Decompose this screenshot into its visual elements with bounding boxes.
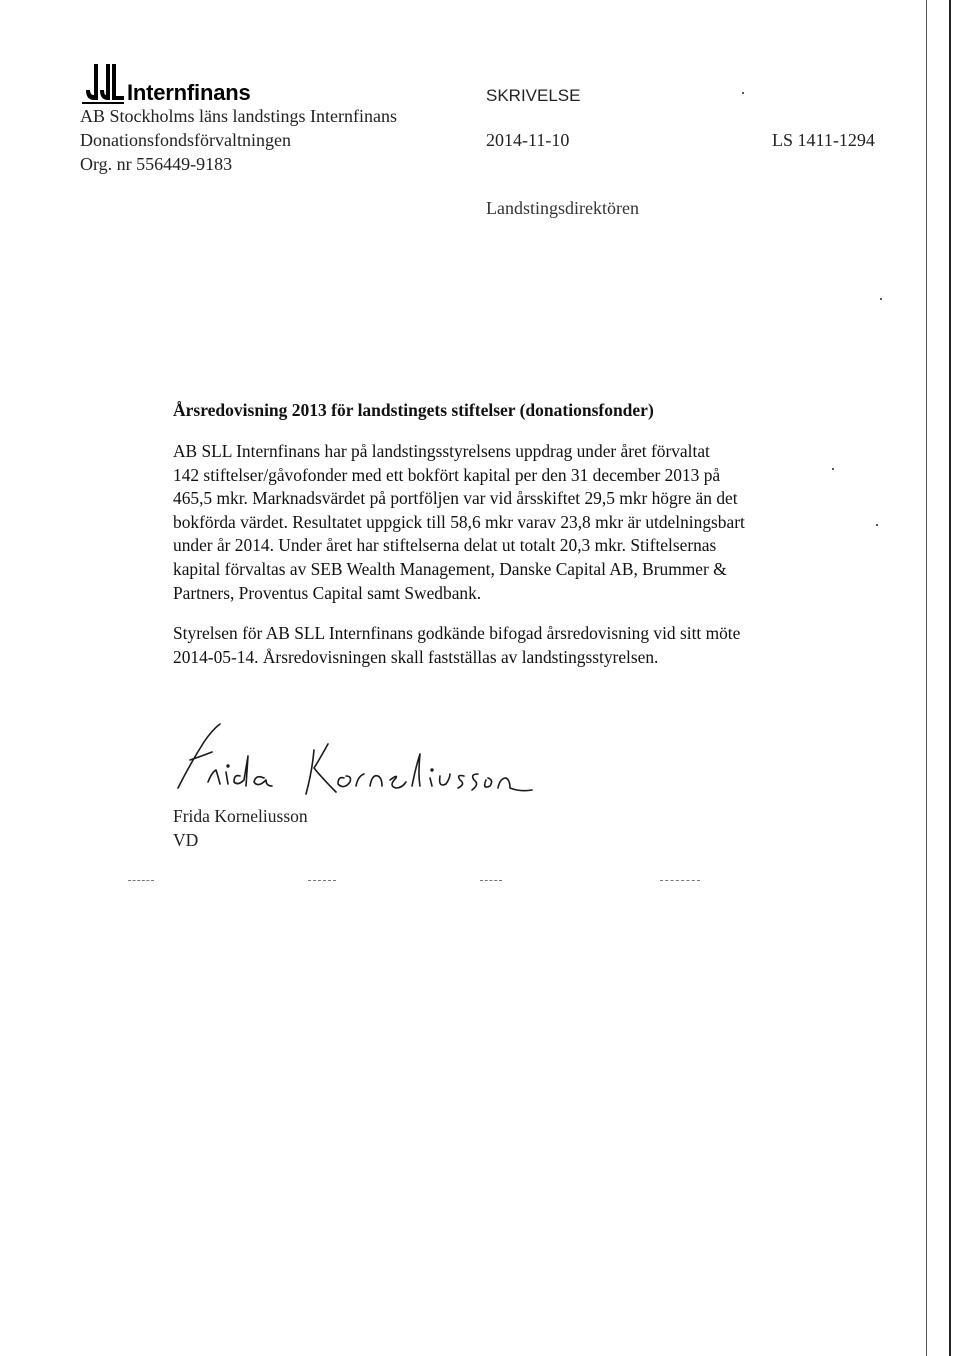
internfinans-logo (82, 62, 124, 104)
paragraph-line: Partners, Proventus Capital samt Swedbank. (173, 582, 482, 603)
paragraph-line: 465,5 mkr. Marknadsvärdet på portföljen var vid årsskiftet 29,5 mkr högre än det (173, 488, 738, 509)
brand-name: Internfinans (127, 80, 251, 105)
scan-edge-line (926, 0, 927, 1356)
document-reference: LS 1411-1294 (772, 130, 875, 150)
org-number: Org. nr 556449-9183 (80, 154, 233, 174)
body-paragraph (173, 440, 813, 605)
paragraph-line: Styrelsen för AB SLL Internfinans godkände bifogad årsredovisning vid sitt möte (173, 623, 741, 643)
paragraph-line: 2014-05-14. Årsredovisningen skall fastställas av landstingsstyrelsen. (173, 646, 659, 667)
org-department: Donationsfondsförvaltningen (80, 130, 291, 150)
scan-artifact (660, 880, 700, 883)
document-type: SKRIVELSE (486, 86, 581, 105)
scan-artifact (128, 880, 154, 883)
paragraph-line: kapital förvaltas av SEB Wealth Management, Danske Capital AB, Brummer & (173, 558, 727, 579)
paragraph-line: bokförda värdet. Resultatet uppgick till 58,6 mkr varav 23,8 mkr är utdelningsbart (173, 511, 745, 532)
paragraph-line: 142 stiftelser/gåvofonder med ett bokfört kapital per den 31 december 2013 på (173, 464, 721, 485)
scan-edge-line (949, 0, 951, 1356)
scan-speck (832, 468, 834, 470)
signer-name: Frida Korneliusson (173, 806, 308, 826)
scan-artifact (480, 880, 502, 883)
org-name: AB Stockholms läns landstings Internfinans (80, 106, 397, 126)
scan-speck (742, 92, 744, 94)
paragraph-line: AB SLL Internfinans har på landstingsstyrelsens uppdrag under året förvaltat (173, 441, 710, 461)
scan-speck (876, 524, 878, 526)
document-title: Årsredovisning 2013 för landstingets stiftelser (donationsfonder) (173, 400, 654, 420)
signer-title: VD (173, 830, 199, 850)
scan-speck (880, 298, 882, 300)
scan-artifact (308, 880, 336, 883)
paragraph-line: under år 2014. Under året har stiftelserna delat ut totalt 20,3 mkr. Stiftelsernas (173, 535, 717, 556)
recipient: Landstingsdirektören (486, 198, 639, 218)
document-date: 2014-11-10 (486, 130, 570, 150)
body-paragraph (173, 622, 813, 669)
